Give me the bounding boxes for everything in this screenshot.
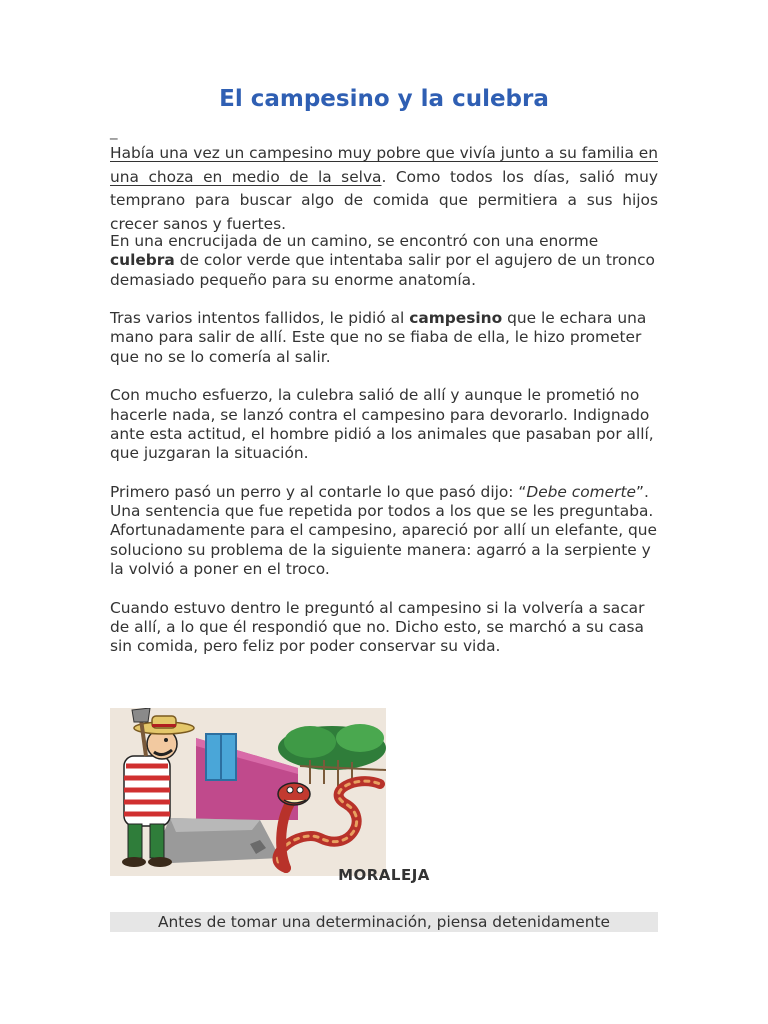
story-body: [110, 232, 658, 676]
p2-text-a: Tras varios intentos fallidos, le pidió al: [110, 309, 410, 328]
paragraph-esfuerzo: Con mucho esfuerzo, la culebra salió de allí y aunque le prometió no hacerle nada, se lanzó contra el campesino para devorarlo. Indignado ante esta actitud, el hombre pidió a los animales que pasaban por allí, que juzgaran la situación.: [110, 386, 654, 463]
p1-text-b: de color verde que intentaba salir por el agujero de un tronco demasiado pequeño para su enorme anatomía.: [110, 251, 655, 289]
dash-mark: _: [110, 122, 118, 140]
moral-text: Antes de tomar una determinación, piensa detenidamente: [110, 912, 658, 932]
paragraph-encrucijada: [110, 232, 658, 290]
p4-italic-quote: Debe comerte: [526, 482, 636, 501]
p2-text-b: que le echara una mano para salir de allí. Este que no se fiaba de ella, le hizo prometer que no se lo comería al salir.: [110, 309, 647, 366]
paragraph-intentos: [110, 309, 658, 367]
p1-text-a: En una encrucijada de un camino, se encontró con una enorme: [110, 232, 599, 250]
p4-text-b: ”. Una sentencia que fue repetida por todos a los que se les preguntaba. Afortunadamente para el campesino, apareció por allí un elefante, que soluciono su problema de la siguiente manera: agarró a la serpiente y la volvió a poner en el troco.: [110, 482, 657, 579]
intro-underlined-text: Había una vez un campesino muy pobre que vivía junto a su familia en una choza en medio de la selva: [110, 144, 658, 186]
moral-heading: MORALEJA: [338, 866, 430, 884]
paragraph-perro: [110, 483, 658, 579]
p2-bold-campesino: campesino: [409, 309, 503, 328]
p1-bold-culebra: culebra: [110, 251, 175, 270]
p4-text-a: Primero pasó un perro y al contarle lo que pasó dijo: “: [110, 482, 527, 501]
paragraph-final: Cuando estuvo dentro le preguntó al campesino si la volvería a sacar de allí, a lo que él respondió que no. Dicho esto, se marchó a su casa sin comida, pero feliz por poder conservar su vida.: [110, 598, 645, 656]
story-title: El campesino y la culebra: [219, 86, 549, 112]
intro-paragraph: [110, 142, 658, 236]
farmer-snake-illustration: [110, 708, 386, 876]
intro-rest-text: . Como todos los días, salió muy temprano para buscar algo de comida que permitiera a sus hijos crecer sanos y fuertes.: [110, 167, 658, 233]
story-illustration: [110, 708, 386, 876]
